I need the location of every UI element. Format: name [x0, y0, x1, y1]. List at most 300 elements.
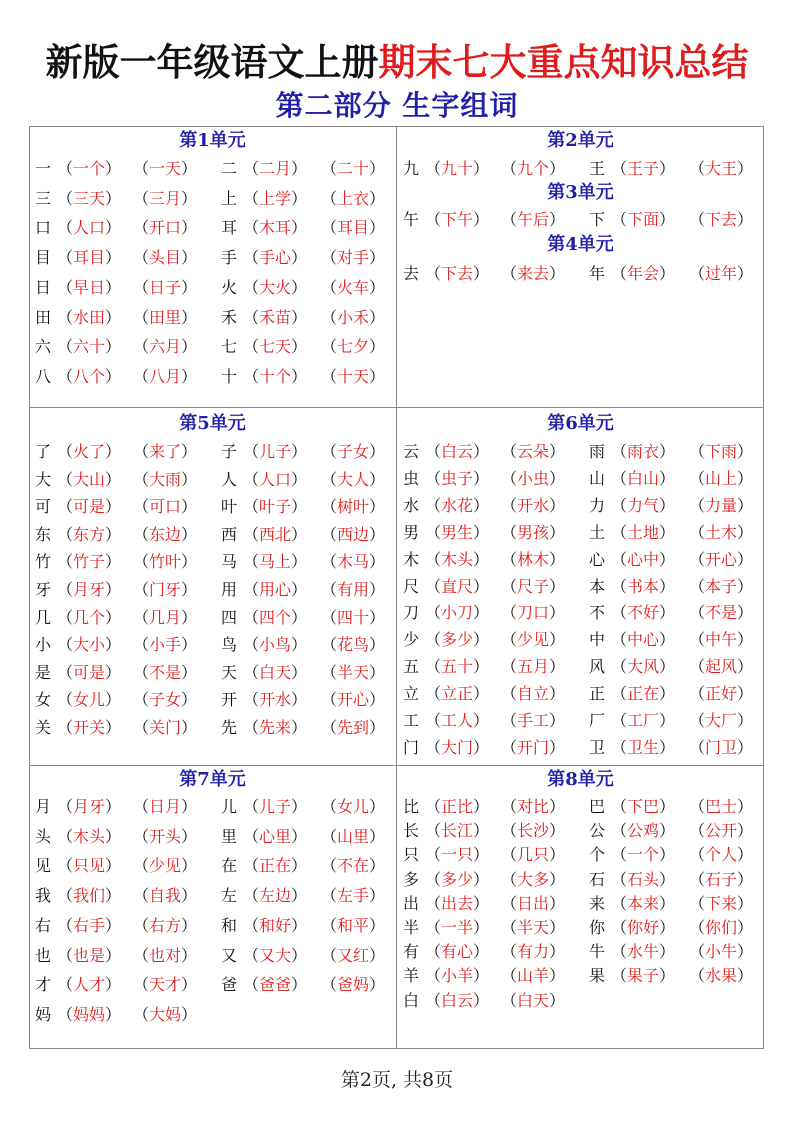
vocab-row [29, 795, 396, 819]
vocab-word: （三天） [57, 188, 122, 208]
vocab-word: （天才） [133, 975, 198, 995]
vocab-row [29, 854, 396, 878]
vocab-word: （下午） [425, 210, 490, 229]
vocab-word: （女儿） [57, 690, 122, 710]
vocab-character: 正 [589, 684, 606, 704]
vocab-word: （爸妈） [321, 975, 386, 995]
vocab-word: （不是） [133, 662, 198, 682]
vocab-character: 手 [221, 248, 238, 268]
vocab-word: （和平） [321, 915, 386, 935]
vocab-word: （对手） [321, 248, 386, 268]
vocab-word: （立正） [425, 684, 490, 704]
vocab-word: （女儿） [321, 797, 386, 816]
vocab-word: （本来） [611, 893, 676, 913]
vocab-word: （树叶） [321, 497, 386, 517]
vocab-character: 心 [589, 549, 606, 569]
vocab-character: 个 [589, 845, 606, 865]
page-footer: 第2页, 共8页 [340, 1069, 454, 1091]
vocab-word: （四十） [321, 607, 386, 627]
vocab-word: （公鸡） [611, 821, 676, 841]
vocab-word: （子女） [321, 442, 386, 461]
vocab-word: （儿子） [243, 442, 308, 461]
vocab-character: 马 [221, 552, 238, 572]
vocab-word: （云朵） [501, 442, 566, 461]
vocab-row [29, 523, 396, 547]
vocab-character: 女 [35, 690, 52, 710]
vocab-word: （开水） [243, 690, 308, 710]
vocab-word: （过年） [689, 264, 754, 283]
vocab-character: 爸 [221, 975, 238, 995]
vocab-word: （五十） [425, 657, 490, 677]
unit-panel-5 [29, 407, 396, 767]
vocab-word: （几个） [57, 607, 122, 627]
vocab-word: （尺子） [501, 576, 566, 596]
vocab-character: 十 [221, 366, 238, 386]
vocab-character: 牛 [589, 942, 606, 962]
vocab-character: 大 [35, 469, 52, 489]
vocab-word: （水田） [57, 307, 122, 327]
vocab-character: 厂 [589, 711, 606, 730]
vocab-word: （小手） [133, 635, 198, 655]
vocab-row [29, 944, 396, 968]
vocab-character: 六 [35, 337, 52, 357]
vocab-word: （水花） [425, 495, 490, 515]
vocab-word: （东方） [57, 524, 122, 544]
vocab-word: （果子） [611, 966, 676, 986]
unit-title: 第3单元 [547, 182, 614, 203]
vocab-word: （山上） [689, 468, 754, 488]
vocab-character: 出 [403, 893, 420, 913]
vocab-word: （二十） [321, 159, 386, 178]
vocab-character: 见 [35, 856, 52, 876]
vocab-word: （西边） [321, 524, 386, 544]
vocab-word: （手心） [243, 248, 308, 268]
vocab-row [29, 578, 396, 602]
vocab-character: 有 [403, 942, 420, 962]
vocab-word: （左手） [321, 886, 386, 906]
vocab-word: （可是） [57, 662, 122, 682]
vocab-word: （大山） [57, 469, 122, 489]
vocab-word: （长江） [425, 821, 490, 841]
unit-title: 第4单元 [547, 234, 614, 255]
vocab-character: 我 [35, 886, 52, 906]
vocab-word: （木马） [321, 552, 386, 572]
vocab-word: （不在） [321, 856, 386, 876]
vocab-word: （长沙） [501, 821, 566, 841]
vocab-character: 工 [403, 711, 420, 730]
vocab-word: （心中） [611, 549, 676, 569]
vocab-word: （右方） [133, 915, 198, 935]
vocab-row [29, 914, 396, 938]
vocab-row [397, 601, 764, 625]
vocab-word: （人才） [57, 975, 122, 995]
vocab-row [397, 795, 764, 819]
vocab-word: （门卫） [689, 737, 754, 757]
vocab-character: 雨 [589, 442, 606, 461]
unit-title: 第6单元 [547, 413, 614, 434]
vocab-row [397, 892, 764, 916]
vocab-word: （先来） [243, 718, 308, 737]
vocab-word: （早日） [57, 277, 122, 297]
vocab-row [397, 682, 764, 706]
vocab-character: 月 [35, 797, 52, 816]
vocab-character: 卫 [589, 737, 606, 757]
vocab-word: （花鸟） [321, 635, 386, 655]
vocab-row [29, 688, 396, 712]
vocab-character: 目 [35, 248, 52, 268]
vocab-character: 多 [403, 869, 420, 889]
vocab-row [29, 1003, 396, 1027]
title-part-red: 期末七大重点知识总结 [378, 41, 749, 84]
vocab-character: 耳 [221, 218, 238, 238]
vocab-word: （火了） [57, 442, 122, 461]
vocab-row [29, 973, 396, 997]
vocab-word: （来了） [133, 442, 198, 461]
vocab-word: （半天） [321, 662, 386, 682]
vocab-word: （二月） [243, 159, 308, 178]
vocab-character: 水 [403, 495, 420, 515]
vocab-word: （白天） [243, 662, 308, 682]
vocab-row [397, 262, 764, 286]
vocab-word: （可口） [133, 497, 198, 517]
vocab-row [29, 216, 396, 240]
vocab-character: 牙 [35, 580, 52, 599]
vocab-row [29, 884, 396, 908]
vocab-character: 右 [35, 915, 52, 935]
vocab-row [397, 940, 764, 964]
vocab-character: 开 [221, 690, 238, 710]
vocab-word: （大小） [57, 635, 122, 655]
vocab-word: （一半） [425, 918, 490, 937]
vocab-character: 田 [35, 307, 52, 327]
vocab-word: （开关） [57, 718, 122, 737]
vocab-character: 刀 [403, 603, 420, 623]
vocab-word: （男孩） [501, 522, 566, 542]
vocab-word: （男生） [425, 522, 490, 542]
vocab-word: （六月） [133, 337, 198, 357]
unit-title: 第5单元 [179, 413, 246, 434]
vocab-word: （水牛） [611, 942, 676, 962]
vocab-character: 小 [35, 635, 52, 655]
unit-title: 第1单元 [179, 130, 246, 151]
vocab-character: 羊 [403, 966, 420, 986]
unit-panel-6 [397, 407, 764, 767]
vocab-word: （儿子） [243, 797, 308, 816]
vocab-word: （东边） [133, 524, 198, 544]
vocab-character: 里 [221, 826, 238, 846]
vocab-character: 山 [589, 468, 606, 488]
vocab-word: （中午） [689, 630, 754, 650]
vocab-word: （七夕） [321, 337, 386, 357]
vocab-word: （爸爸） [243, 975, 308, 995]
vocab-character: 关 [35, 718, 52, 737]
vocab-character: 鸟 [221, 635, 238, 655]
vocab-word: （刀口） [501, 603, 566, 623]
vocab-word: （开心） [689, 549, 754, 569]
vocab-word: （少见） [133, 856, 198, 876]
vocab-word: （石头） [611, 869, 676, 889]
vocab-row [29, 661, 396, 685]
vocab-character: 又 [221, 945, 238, 965]
vocab-word: （不是） [689, 603, 754, 623]
vocab-character: 左 [221, 886, 238, 906]
vocab-word: （马上） [243, 552, 308, 572]
vocab-row [397, 521, 764, 545]
vocab-word: （竹子） [57, 552, 122, 572]
vocab-character: 可 [35, 497, 52, 517]
vocab-character: 不 [589, 603, 606, 623]
vocab-character: 头 [35, 826, 52, 846]
vocab-character: 石 [589, 869, 606, 889]
vocab-word: （下去） [689, 210, 754, 229]
vocab-word: （用心） [243, 580, 308, 599]
vocab-word: （力气） [611, 495, 676, 515]
vocab-character: 儿 [221, 797, 238, 816]
vocab-word: （对比） [501, 797, 566, 816]
vocab-word: （先到） [321, 718, 386, 737]
vocab-word: （九个） [501, 159, 566, 178]
vocab-row [397, 655, 764, 679]
vocab-word: （手工） [501, 711, 566, 730]
vocab-character: 风 [589, 657, 606, 677]
vocab-word: （月牙） [57, 580, 122, 599]
vocab-word: （叶子） [243, 497, 308, 517]
vocab-character: 竹 [35, 552, 52, 572]
title-part-black: 新版一年级语文上册 [45, 41, 379, 84]
vocab-character: 西 [221, 524, 238, 544]
vocab-character: 东 [35, 524, 52, 544]
vocab-word: （工厂） [611, 711, 676, 730]
vocab-row [397, 575, 764, 599]
vocab-row [29, 157, 396, 181]
vocab-word: （午后） [501, 210, 566, 229]
vocab-character: 是 [35, 662, 52, 682]
vocab-word: （大人） [321, 469, 386, 489]
vocab-word: （本子） [689, 576, 754, 596]
vocab-word: （小刀） [425, 603, 490, 623]
vocab-character: 午 [403, 210, 420, 229]
vocab-character: 二 [221, 159, 238, 178]
vocab-word: （土地） [611, 522, 676, 542]
vocab-character: 五 [403, 657, 420, 677]
vocab-word: （多少） [425, 869, 490, 889]
unit-title: 第2单元 [547, 130, 614, 151]
vocab-character: 本 [589, 576, 606, 596]
vocab-word: （子女） [133, 690, 198, 710]
vocab-word: （你们） [689, 918, 754, 937]
vocab-word: （正在） [611, 684, 676, 704]
vocab-word: （可是） [57, 497, 122, 517]
vocab-character: 九 [403, 159, 420, 178]
vocab-word: （开门） [501, 737, 566, 757]
vocab-character: 来 [589, 893, 606, 913]
vocab-character: 上 [221, 188, 238, 208]
vocab-character: 火 [221, 277, 238, 297]
vocab-word: （自我） [133, 886, 198, 906]
vocab-word: （大雨） [133, 469, 198, 489]
vocab-character: 和 [221, 915, 238, 935]
vocab-row [29, 550, 396, 574]
vocab-word: （日月） [133, 797, 198, 816]
vocab-word: （半天） [501, 918, 566, 937]
vocab-word: （月牙） [57, 797, 122, 816]
vocab-character: 天 [221, 662, 238, 682]
vocab-word: （土木） [689, 522, 754, 542]
vocab-character: 三 [35, 188, 52, 208]
vocab-word: （只见） [57, 856, 122, 876]
vocab-word: （木头） [425, 549, 490, 569]
vocab-row [397, 467, 764, 491]
page-title [0, 38, 794, 88]
unit-title: 第7单元 [179, 769, 246, 790]
vocab-word: （大多） [501, 869, 566, 889]
vocab-word: （一个） [611, 845, 676, 865]
vocab-word: （和好） [243, 915, 308, 935]
vocab-word: （你好） [611, 918, 676, 937]
vocab-word: （水果） [689, 966, 754, 986]
vocab-character: 才 [35, 975, 52, 995]
vocab-character: 云 [403, 442, 420, 461]
vocab-row [397, 736, 764, 760]
vocab-word: （王子） [611, 159, 676, 178]
vocab-row [29, 606, 396, 630]
vocab-word: （正好） [689, 684, 754, 704]
vocab-word: （公开） [689, 821, 754, 841]
section-subtitle: 第二部分 生字组词 [275, 89, 519, 122]
vocab-word: （开水） [501, 495, 566, 515]
vocab-word: （日出） [501, 893, 566, 913]
vocab-row [29, 495, 396, 519]
vocab-character: 四 [221, 607, 238, 627]
vocab-word: （小羊） [425, 966, 490, 986]
vocab-character: 一 [35, 159, 52, 178]
vocab-character: 年 [589, 264, 606, 283]
vocab-word: （小牛） [689, 942, 754, 962]
vocab-word: （小禾） [321, 307, 386, 327]
vocab-word: （下来） [689, 893, 754, 913]
vocab-character: 白 [403, 990, 420, 1010]
vocab-word: （年会） [611, 264, 676, 283]
vocab-word: （工人） [425, 711, 490, 730]
vocab-word: （自立） [501, 684, 566, 704]
vocab-word: （几只） [501, 845, 566, 865]
vocab-row [29, 716, 396, 740]
vocab-character: 下 [589, 210, 606, 229]
vocab-row [29, 825, 396, 849]
vocab-row [397, 628, 764, 652]
vocab-character: 妈 [35, 1004, 52, 1024]
vocab-character: 长 [403, 821, 420, 841]
vocab-word: （小鸟） [243, 635, 308, 655]
vocab-word: （十个） [243, 366, 308, 386]
vocab-row [397, 868, 764, 892]
vocab-word: （心里） [243, 826, 308, 846]
vocab-word: （大厂） [689, 711, 754, 730]
vocab-row [29, 335, 396, 359]
vocab-word: （石子） [689, 869, 754, 889]
vocab-row [397, 548, 764, 572]
vocab-word: （七天） [243, 337, 308, 357]
vocab-word: （又大） [243, 945, 308, 965]
vocab-word: （左边） [243, 886, 308, 906]
vocab-character: 七 [221, 337, 238, 357]
vocab-character: 也 [35, 945, 52, 965]
vocab-character: 口 [35, 218, 52, 238]
vocab-word: （大王） [689, 159, 754, 178]
vocab-character: 几 [35, 607, 52, 627]
vocab-word: （少见） [501, 630, 566, 650]
vocab-word: （书本） [611, 576, 676, 596]
vocab-word: （田里） [133, 307, 198, 327]
vocab-word: （虫子） [425, 468, 490, 488]
vocab-word: （大门） [425, 737, 490, 757]
vocab-word: （开心） [321, 690, 386, 710]
vocab-character: 禾 [221, 307, 238, 327]
vocab-character: 八 [35, 366, 52, 386]
vocab-word: （下面） [611, 210, 676, 229]
vocab-word: （也是） [57, 945, 122, 965]
vocab-word: （一天） [133, 159, 198, 178]
vocab-word: （又红） [321, 945, 386, 965]
vocab-word: （雨衣） [611, 442, 676, 461]
vocab-character: 人 [221, 469, 238, 489]
vocab-row [29, 468, 396, 492]
vocab-word: （门牙） [133, 580, 198, 599]
vocab-row [29, 276, 396, 300]
vocab-row [397, 709, 764, 733]
vocab-word: （山羊） [501, 966, 566, 986]
vocab-row [29, 365, 396, 389]
vocab-word: （妈妈） [57, 1004, 122, 1024]
vocab-word: （一只） [425, 845, 490, 865]
vocab-character: 你 [589, 918, 606, 937]
vocab-character: 巴 [589, 797, 606, 816]
vocab-character: 王 [589, 159, 606, 178]
vocab-word: （出去） [425, 893, 490, 913]
vocab-row [397, 916, 764, 940]
vocab-word: （力量） [689, 495, 754, 515]
vocab-word: （人口） [57, 218, 122, 238]
vocab-word: （正比） [425, 797, 490, 816]
vocab-row [29, 633, 396, 657]
vocab-word: （开头） [133, 826, 198, 846]
vocab-word: （八月） [133, 366, 198, 386]
vocab-word: （开口） [133, 218, 198, 238]
vocab-word: （竹叶） [133, 552, 198, 572]
vocab-row [397, 989, 764, 1013]
vocab-word: （小虫） [501, 468, 566, 488]
vocab-word: （一个） [57, 159, 122, 178]
vocab-word: （有心） [425, 942, 490, 962]
vocab-word: （八个） [57, 366, 122, 386]
vocab-word: （山里） [321, 826, 386, 846]
vocab-character: 用 [221, 580, 238, 599]
vocab-word: （来去） [501, 264, 566, 283]
vocab-row [29, 440, 396, 464]
vocab-word: （火车） [321, 277, 386, 297]
vocab-character: 力 [589, 495, 606, 515]
vocab-word: （多少） [425, 630, 490, 650]
vocab-row [397, 440, 764, 464]
vocab-word: （我们） [57, 886, 122, 906]
vocab-word: （巴士） [689, 797, 754, 816]
vocab-character: 门 [403, 737, 420, 757]
vocab-word: （三月） [133, 188, 198, 208]
vocab-word: （西北） [243, 524, 308, 544]
vocab-character: 半 [403, 918, 420, 937]
vocab-word: （林木） [501, 549, 566, 569]
vocab-row [29, 246, 396, 270]
